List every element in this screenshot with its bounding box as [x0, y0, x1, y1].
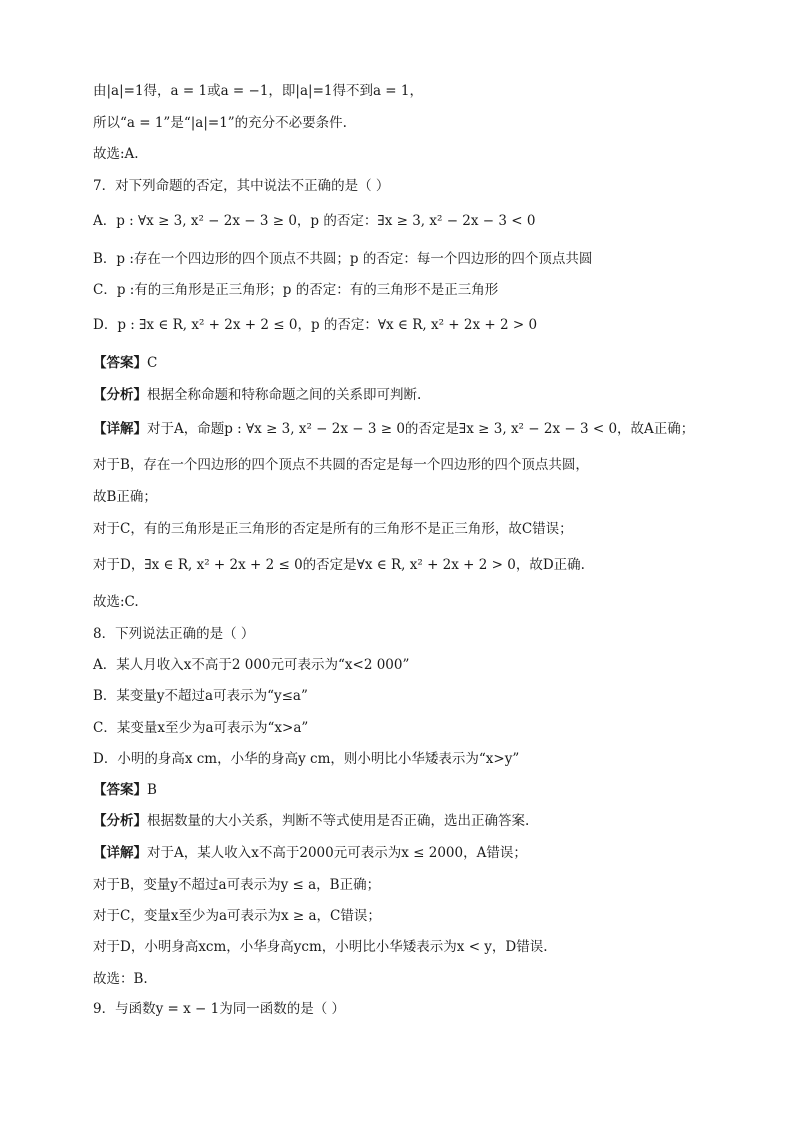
answer-tag: 【答案】: [93, 355, 147, 371]
line-text: D．小明的身高x cm，小华的身高y cm，则小明比小华矮表示为“x>y”: [93, 751, 520, 767]
text-line: [93, 593, 139, 611]
detail-line: [93, 420, 694, 438]
detail-tag: 【详解】: [93, 421, 147, 437]
line-text: B: [147, 782, 157, 798]
analysis-tag: 【分析】: [93, 387, 147, 403]
line-text: 9．与函数y = x − 1为同一函数的是（ ）: [93, 1001, 345, 1017]
line-text: A．某人月收入x不高于2 000元可表示为“x<2 000”: [93, 657, 410, 673]
text-line: [93, 970, 148, 988]
question-7-stem: [93, 177, 389, 195]
text-line: [93, 456, 589, 474]
line-text: 根据全称命题和特称命题之间的关系即可判断.: [147, 387, 422, 403]
option-b: [93, 687, 308, 705]
detail-tag: 【详解】: [93, 845, 147, 861]
line-text: 对于B，变量y不超过a可表示为y ≤ a，B正确；: [93, 877, 381, 893]
option-a: [93, 656, 409, 674]
analysis-line: [93, 386, 421, 404]
line-text: B．p :存在一个四边形的四个顶点不共圆；p 的否定：每一个四边形的四个顶点共圆: [93, 251, 593, 267]
text-line: [93, 876, 380, 894]
line-text: 对于B，存在一个四边形的四个顶点不共圆的否定是每一个四边形的四个顶点共圆，: [93, 457, 589, 473]
line-text: 故选:A.: [93, 146, 139, 162]
line-text: 对于A，某人收入x不高于2000元可表示为x ≤ 2000，A错误；: [147, 845, 527, 861]
option-c: [93, 281, 498, 299]
detail-line: [93, 844, 527, 862]
line-text: 对于D，∃x ∈ R, x² + 2x + 2 ≤ 0的否定是∀x ∈ R, x² + 2x + 2 > 0，故D正确.: [93, 557, 585, 573]
line-text: 由|a|=1得，a = 1或a = −1，即|a|=1得不到a = 1，: [93, 83, 423, 99]
line-text: 对于D，小明身高xcm，小华身高ycm，小明比小华矮表示为x < y，D错误.: [93, 939, 548, 955]
text-line: [93, 82, 423, 100]
text-line: [93, 556, 585, 574]
line-text: 根据数量的大小关系，判断不等式使用是否正确，选出正确答案.: [147, 813, 530, 829]
analysis-tag: 【分析】: [93, 813, 147, 829]
text-line: [93, 114, 347, 132]
line-text: 对于C，有的三角形是正三角形的否定是所有的三角形不是正三角形，故C错误；: [93, 521, 573, 537]
answer-tag: 【答案】: [93, 782, 147, 798]
analysis-line: [93, 812, 529, 830]
option-c: [93, 719, 308, 737]
line-text: 所以“a = 1”是“|a|=1”的充分不必要条件.: [93, 115, 347, 131]
text-line: [93, 488, 157, 506]
line-text: C．p :有的三角形是正三角形；p 的否定：有的三角形不是正三角形: [93, 282, 499, 298]
line-text: C: [147, 355, 158, 371]
option-d: [93, 316, 537, 334]
text-line: [93, 907, 381, 925]
line-text: D．p : ∃x ∈ R, x² + 2x + 2 ≤ 0，p 的否定：∀x ∈ R, x² + 2x + 2 > 0: [93, 317, 538, 333]
line-text: B．某变量y不超过a可表示为“y≤a”: [93, 688, 308, 704]
line-text: 对于C，变量x至少为a可表示为x ≥ a，C错误；: [93, 908, 381, 924]
line-text: 故选：B.: [93, 971, 148, 987]
text-line: [93, 520, 573, 538]
answer-line: [93, 781, 157, 799]
line-text: 7．对下列命题的否定，其中说法不正确的是（ ）: [93, 178, 390, 194]
line-text: C．某变量x至少为a可表示为“x>a”: [93, 720, 309, 736]
option-d: [93, 750, 519, 768]
question-8-stem: [93, 625, 254, 643]
line-text: A．p : ∀x ≥ 3, x² − 2x − 3 ≥ 0，p 的否定：∃x ≥ 3, x² − 2x − 3 < 0: [93, 213, 536, 229]
question-9-stem: [93, 1000, 345, 1018]
answer-line: [93, 354, 157, 372]
line-text: 8．下列说法正确的是（ ）: [93, 626, 255, 642]
line-text: 故B正确；: [93, 489, 157, 505]
line-text: 故选:C.: [93, 594, 139, 610]
option-b: [93, 250, 592, 268]
text-line: [93, 938, 548, 956]
text-line: [93, 145, 139, 163]
line-text: 对于A，命题p : ∀x ≥ 3, x² − 2x − 3 ≥ 0的否定是∃x ≥ 3, x² − 2x − 3 < 0，故A正确；: [147, 421, 695, 437]
option-a: [93, 212, 535, 230]
